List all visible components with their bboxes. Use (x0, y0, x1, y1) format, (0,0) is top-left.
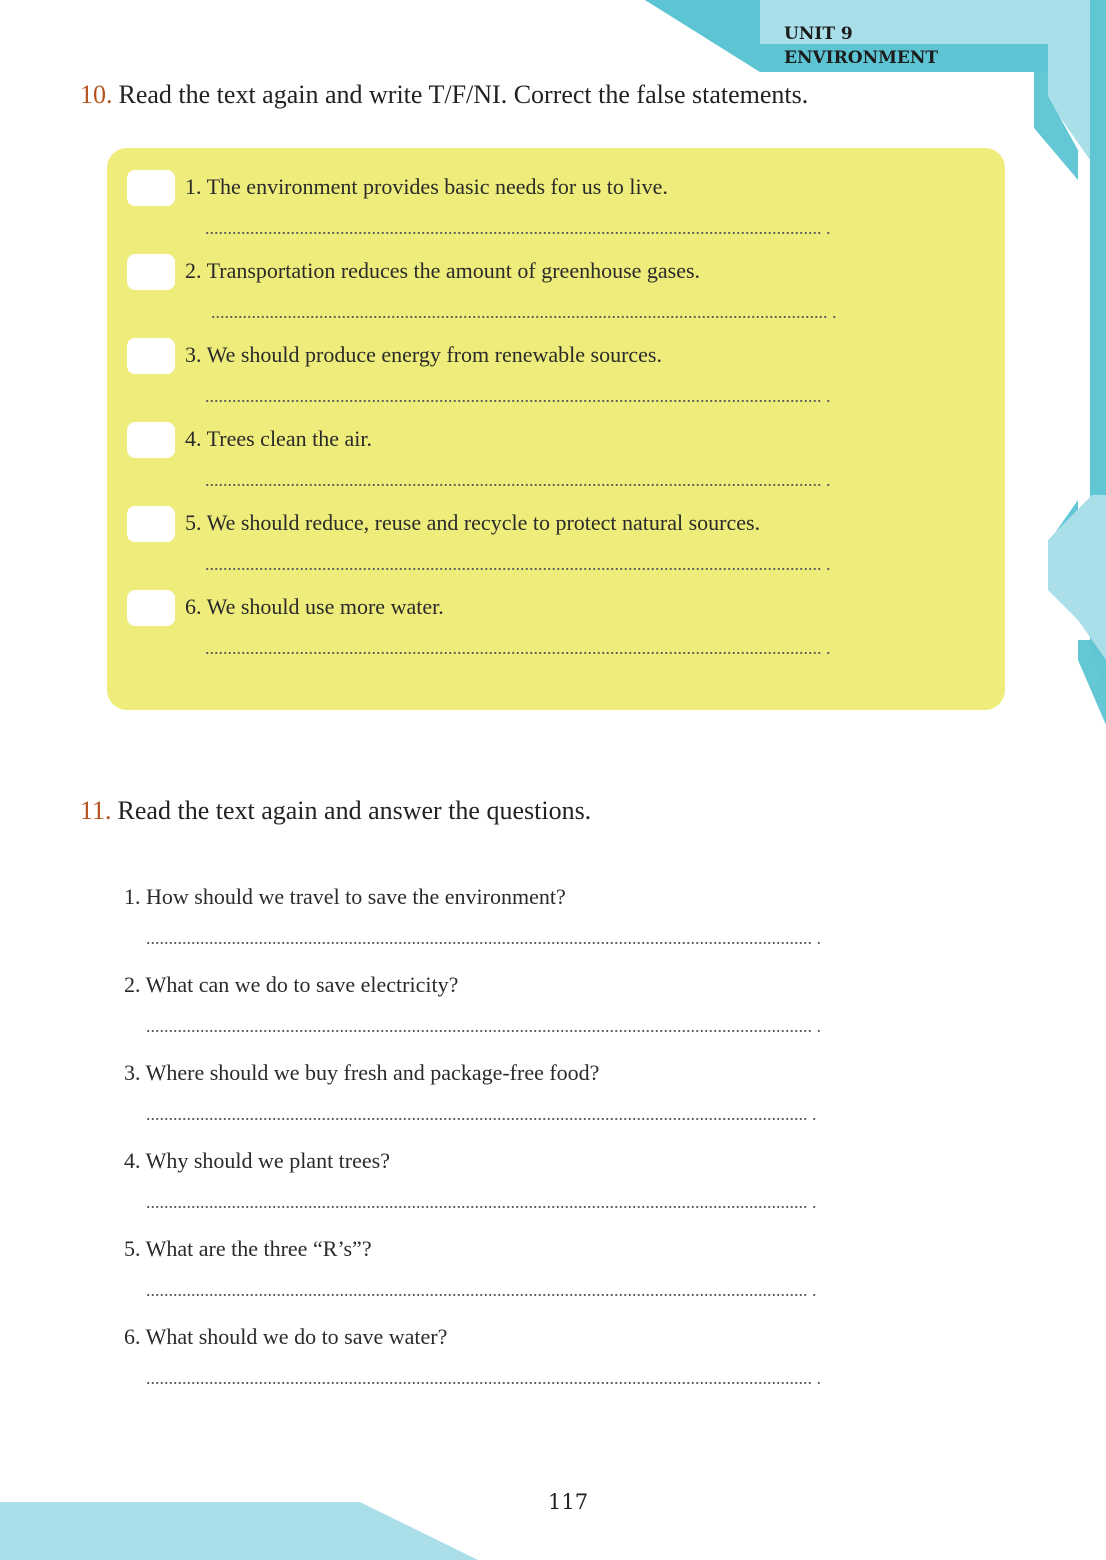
question-text: 2. What can we do to save electricity? (124, 972, 459, 997)
correction-line[interactable]: ......................................................................................................................................... . (205, 218, 831, 238)
tf-item (107, 568, 1005, 658)
footer-band (0, 1502, 478, 1560)
question-item (0, 972, 1106, 1060)
correction-line[interactable]: ......................................................................................................................................... . (205, 386, 831, 406)
question-text: 1. How should we travel to save the environment? (124, 884, 566, 909)
tf-item (107, 232, 1005, 322)
exercise-10-instruction: Read the text again and write T/F/NI. Correct the false statements. (118, 80, 809, 109)
answer-line[interactable]: ................................................................................................................................................... . (146, 1104, 817, 1124)
tf-item (107, 316, 1005, 406)
statement-text: 2. Transportation reduces the amount of greenhouse gases. (185, 258, 701, 283)
answer-line[interactable]: .................................................................................................................................................... . (146, 928, 821, 948)
question-item (0, 1148, 1106, 1236)
statement-text: 1. The environment provides basic needs for us to live. (185, 174, 668, 199)
tf-item (107, 400, 1005, 490)
answer-line[interactable]: ................................................................................................................................................... . (146, 1192, 817, 1212)
answer-line[interactable]: .................................................................................................................................................... . (146, 1368, 821, 1388)
answer-box[interactable] (127, 506, 175, 542)
exercise-11-instruction: Read the text again and answer the questions. (117, 796, 592, 825)
side-notch (1048, 495, 1106, 660)
question-text: 5. What are the three “R’s”? (124, 1236, 372, 1261)
answer-box[interactable] (127, 254, 175, 290)
statement-text: 3. We should produce energy from renewable sources. (185, 342, 662, 367)
answer-line[interactable]: .................................................................................................................................................... . (146, 1016, 821, 1036)
question-item (0, 884, 1106, 972)
correction-line[interactable]: ......................................................................................................................................... . (205, 638, 831, 658)
unit-topic: ENVIRONMENT (784, 48, 939, 68)
question-text: 6. What should we do to save water? (124, 1324, 448, 1349)
answer-box[interactable] (127, 422, 175, 458)
statement-text: 4. Trees clean the air. (185, 426, 372, 451)
statement-text: 6. We should use more water. (185, 594, 444, 619)
answer-line[interactable]: ................................................................................................................................................... . (146, 1280, 817, 1300)
question-text: 3. Where should we buy fresh and package-free food? (124, 1060, 600, 1085)
correction-line[interactable]: ......................................................................................................................................... . (205, 554, 831, 574)
question-item (0, 1324, 1106, 1412)
unit-label: UNIT 9 (784, 24, 853, 44)
statement-text: 5. We should reduce, reuse and recycle to protect natural sources. (185, 510, 761, 535)
question-item (0, 1060, 1106, 1148)
answer-box[interactable] (127, 170, 175, 206)
question-item (0, 1236, 1106, 1324)
tf-item (107, 484, 1005, 574)
unit-header (784, 22, 938, 70)
exercise-10-title (80, 80, 808, 110)
tf-item (107, 148, 1005, 238)
page-number: 117 (548, 1490, 589, 1514)
true-false-panel (107, 148, 1005, 710)
correction-line[interactable]: ......................................................................................................................................... . (211, 302, 837, 322)
answer-box[interactable] (127, 590, 175, 626)
answer-box[interactable] (127, 338, 175, 374)
correction-line[interactable]: ......................................................................................................................................... . (205, 470, 831, 490)
exercise-11-title (80, 796, 591, 826)
exercise-10-number: 10. (80, 80, 113, 109)
exercise-11-number: 11. (80, 796, 112, 825)
question-text: 4. Why should we plant trees? (124, 1148, 390, 1173)
